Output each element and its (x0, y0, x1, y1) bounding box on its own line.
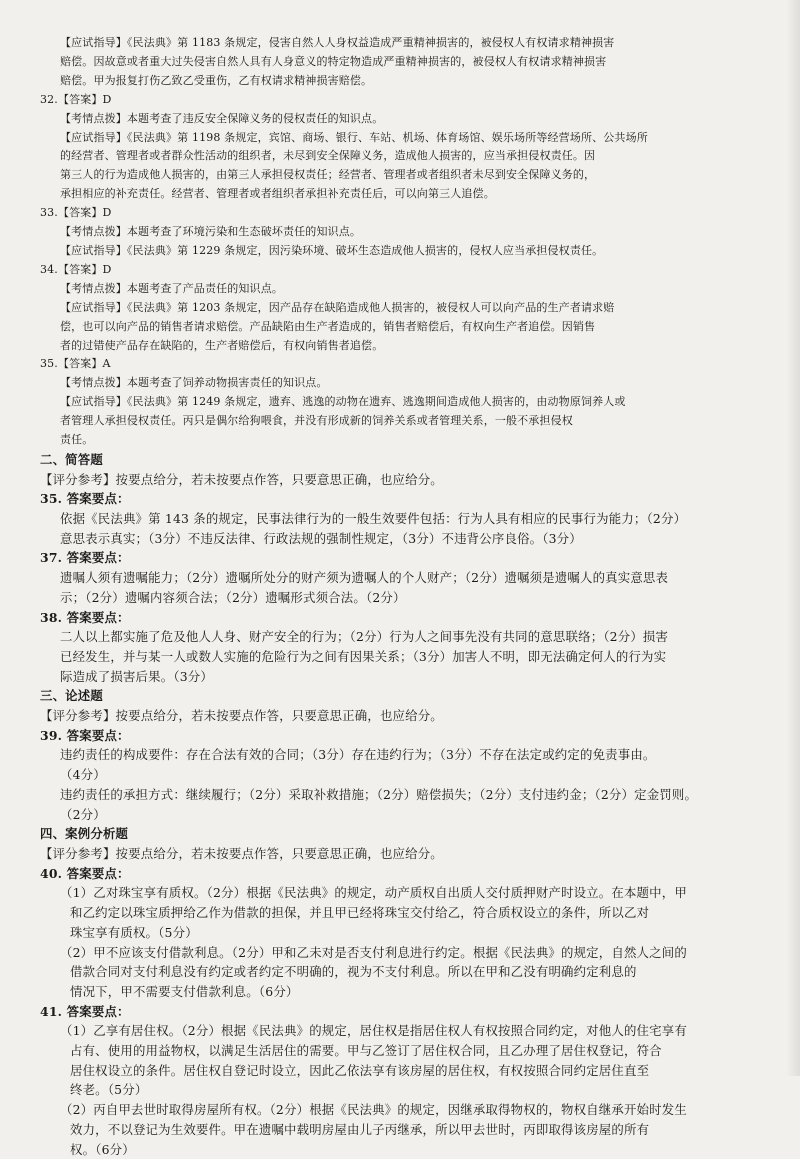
text-line: 违约责任的承担方式：继续履行；（2分）采取补救措施；（2分）赔偿损失；（2分）支付违约金；（2分）定金罚则。 (60, 786, 698, 802)
text-line: 38. 答案要点： (40, 609, 130, 625)
text-line: （1）乙享有居住权。（2分）根据《民法典》的规定，居住权是指居住权人有权按照合同约定，对他人的住宅享有 (60, 1023, 687, 1039)
text-line: 违约责任的构成要件：存在合法有效的合同；（3分）存在违约行为；（3分）不存在法定或约定的免责事由。 (60, 747, 656, 763)
text-line: 的经营者、管理者或者群众性活动的组织者，未尽到安全保障义务，造成他人损害的，应当承担侵权责任。因 (60, 149, 596, 163)
text-line: 【评分参考】按要点给分，若未按要点作答，只要意思正确，也应给分。 (40, 471, 443, 487)
text-line: 偿，也可以向产品的销售者请求赔偿。产品缺陷由生产者造成的，销售者赔偿后，有权向生产者追偿。因销售 (60, 319, 596, 333)
text-line: 赔偿。因故意或者重大过失侵害自然人具有人身意义的特定物造成严重精神损害的，被侵权人有权请求精神损害 (60, 54, 607, 68)
text-line: 41. 答案要点： (40, 1003, 130, 1019)
text-line: 【应试指导】《民法典》第 1183 条规定，侵害自然人人身权益造成严重精神损害的，被侵权人有权请求精神损害 (60, 36, 615, 49)
text-line: 情况下，甲不需要支付借款利息。（6分） (70, 983, 299, 999)
text-line: 35. 答案要点： (40, 491, 130, 507)
text-line: 【考情点拨】本题考查了违反安全保障义务的侵权责任的知识点。 (60, 111, 384, 125)
text-line: 【应试指导】《民法典》第 1229 条规定，因污染环境、破坏生态造成他人损害的，侵权人应当承担侵权责任。 (60, 243, 604, 257)
text-line: 借款合同对支付利息没有约定或者约定不明确的，视为不支付利息。所以在甲和乙没有明确约定利息的 (70, 964, 637, 980)
text-line: 终老。（5分） (70, 1082, 148, 1098)
text-line: 【考情点拨】本题考查了环境污染和生态破坏责任的知识点。 (60, 225, 362, 239)
text-line: 权。（6分） (70, 1141, 135, 1157)
page-edge-shadow (786, 0, 800, 1076)
text-line: 者的过错使产品存在缺陷的，生产者赔偿后，有权向销售者追偿。 (60, 338, 384, 352)
text-line: 【考情点拨】本题考查了产品责任的知识点。 (60, 281, 283, 295)
text-line: 【评分参考】按要点给分，若未按要点作答，只要意思正确，也应给分。 (40, 708, 443, 724)
text-line: 35.【答案】A (40, 357, 111, 371)
text-line: 33.【答案】D (40, 206, 112, 220)
text-line: 效力，不以登记为生效要件。甲在遗嘱中载明房屋由儿子丙继承，所以甲去世时，丙即取得该房屋的所有 (70, 1121, 650, 1137)
text-line: 37. 答案要点： (40, 550, 130, 566)
text-line: 39. 答案要点： (40, 727, 130, 743)
text-line: 【应试指导】《民法典》第 1249 条规定，遗弃、逃逸的动物在遗弃、逃逸期间造成他人损害的，由动物原饲养人或 (60, 395, 626, 409)
text-line: 34.【答案】D (40, 262, 112, 276)
text-line: 40. 答案要点： (40, 865, 130, 881)
text-line: 32.【答案】D (40, 92, 112, 106)
text-line: （2分） (60, 806, 106, 822)
text-line: 四、案例分析题 (40, 826, 129, 842)
text-line: 际造成了损害后果。（3分） (60, 668, 213, 684)
text-line: 赔偿。甲为报复打伤乙致乙受重伤，乙有权请求精神损害赔偿。 (60, 73, 373, 87)
text-line: （2）丙自甲去世时取得房屋所有权。（2分）根据《民法典》的规定，因继承取得物权的，物权自继承开始时发生 (60, 1102, 687, 1118)
text-line: 占有、使用的用益物权，以满足生活居住的需要。甲与乙签订了居住权合同，且乙办理了居住权登记，符合 (70, 1043, 662, 1059)
text-line: 责任。 (60, 433, 94, 447)
text-line: 【考情点拨】本题考查了饲养动物损害责任的知识点。 (60, 376, 328, 390)
text-line: 意思表示真实；（3分）不违反法律、行政法规的强制性规定，（3分）不违背公序良俗。（3分） (60, 530, 582, 546)
text-line: 依据《民法典》第 143 条的规定，民事法律行为的一般生效要件包括：行为人具有相应的民事行为能力；（2分） (60, 511, 687, 527)
text-line: 居住权设立的条件。居住权自登记时设立，因此乙依法享有该房屋的居住权，有权按照合同约定居住直至 (70, 1062, 650, 1078)
text-line: 二人以上都实施了危及他人人身、财产安全的行为；（2分）行为人之间事先没有共同的意思联络；（2分）损害 (60, 629, 669, 645)
text-line: 三、论述题 (40, 688, 103, 704)
text-line: 已经发生，并与某一人或数人实施的危险行为之间有因果关系；（3分）加害人不明，即无法确定何人的行为实 (60, 648, 667, 664)
text-line: 第三人的行为造成他人损害的，由第三人承担侵权责任；经营者、管理者或者组织者未尽到安全保障义务的， (60, 168, 596, 182)
text-line: 者管理人承担侵权责任。丙只是偶尔给狗喂食，并没有形成新的饲养关系或者管理关系，一般不承担侵权 (60, 414, 573, 428)
text-line: 珠宝享有质权。（5分） (70, 924, 198, 940)
answer-text-body (40, 34, 768, 1159)
text-line: （1）乙对珠宝享有质权。（2分）根据《民法典》的规定，动产质权自出质人交付质押财产时设立。在本题中，甲 (60, 885, 687, 901)
text-line: （2）甲不应该支付借款利息。（2分）甲和乙未对是否支付利息进行约定。根据《民法典》的规定，自然人之间的 (60, 944, 687, 960)
text-line: 示；（2分）遗嘱内容须合法；（2分）遗嘱形式须合法。（2分） (60, 589, 406, 605)
text-line: 承担相应的补充责任。经营者、管理者或者组织者承担补充责任后，可以向第三人追偿。 (60, 187, 495, 201)
text-line: 二、简答题 (40, 451, 103, 467)
text-line: 【评分参考】按要点给分，若未按要点作答，只要意思正确，也应给分。 (40, 846, 443, 861)
text-line: 【应试指导】《民法典》第 1203 条规定，因产品存在缺陷造成他人损害的，被侵权人可以向产品的生产者请求赔 (60, 300, 615, 314)
text-line: 遗嘱人须有遗嘱能力；（2分）遗嘱所处分的财产须为遗嘱人的个人财产；（2分）遗嘱须是遗嘱人的真实意思表 (60, 570, 669, 586)
text-line: 和乙约定以珠宝质押给乙作为借款的担保，并且甲已经将珠宝交付给乙，符合质权设立的条件，所以乙对 (70, 905, 650, 921)
text-line: （4分） (60, 767, 106, 783)
text-line: 【应试指导】《民法典》第 1198 条规定，宾馆、商场、银行、车站、机场、体育场馆、娱乐场所等经营场所、公共场所 (60, 130, 648, 144)
